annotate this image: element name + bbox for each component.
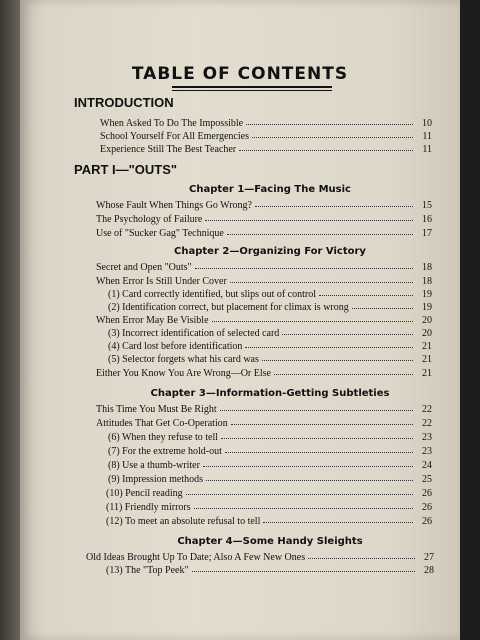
entry-label: Experience Still The Best Teacher: [100, 144, 237, 155]
entry-label: (3) Incorrect identification of selected card: [108, 328, 280, 339]
page-number: 18: [422, 262, 432, 273]
toc-entry[interactable]: [96, 214, 432, 226]
page-number: 24: [422, 460, 432, 471]
chapter4-title: Chapter 4—Some Handy Sleights: [177, 536, 363, 547]
entry-label: (10) Pencil reading: [106, 488, 183, 499]
page-number: 27: [424, 552, 434, 563]
leader-dots: [195, 268, 413, 269]
leader-dots: [186, 494, 413, 495]
page-number: 20: [422, 315, 432, 326]
toc-entry[interactable]: [100, 131, 432, 143]
entry-label: Whose Fault When Things Go Wrong?: [96, 200, 252, 211]
leader-dots: [205, 220, 413, 221]
page-number: 20: [422, 328, 432, 339]
page-number: 16: [422, 214, 432, 225]
entry-label: (4) Card lost before identification: [108, 341, 243, 352]
toc-entry[interactable]: [108, 341, 432, 353]
leader-dots: [192, 571, 415, 572]
leader-dots: [262, 360, 413, 361]
leader-dots: [212, 321, 413, 322]
toc-entry[interactable]: [108, 474, 432, 486]
background-edge: [460, 0, 480, 640]
leader-dots: [252, 137, 413, 138]
leader-dots: [227, 234, 413, 235]
entry-label: (9) Impression methods: [108, 474, 203, 485]
leader-dots: [231, 424, 413, 425]
toc-entry[interactable]: [100, 118, 432, 130]
leader-dots: [255, 206, 413, 207]
toc-entry[interactable]: [96, 228, 432, 240]
toc-entry[interactable]: [96, 404, 432, 416]
entry-label: School Yourself For All Emergencies: [100, 131, 249, 142]
leader-dots: [206, 480, 413, 481]
title-underline: [172, 86, 332, 88]
entry-label: (7) For the extreme hold-out: [108, 446, 222, 457]
entry-label: (11) Friendly mirrors: [106, 502, 191, 513]
page-number: 11: [422, 131, 432, 142]
binding-edge: [0, 0, 20, 640]
leader-dots: [220, 410, 413, 411]
toc-entry[interactable]: [96, 418, 432, 430]
toc-entry[interactable]: [106, 565, 434, 577]
leader-dots: [246, 124, 413, 125]
leader-dots: [319, 295, 413, 296]
page-number: 18: [422, 276, 432, 287]
entry-label: When Asked To Do The Impossible: [100, 118, 244, 129]
toc-entry[interactable]: [108, 432, 432, 444]
leader-dots: [194, 508, 413, 509]
entry-label: When Error May Be Visible: [96, 315, 209, 326]
chapter2-title: Chapter 2—Organizing For Victory: [174, 246, 366, 257]
entry-label: This Time You Must Be Right: [96, 404, 217, 415]
page-number: 15: [422, 200, 432, 211]
toc-entry[interactable]: [108, 446, 432, 458]
toc-entry[interactable]: [96, 200, 432, 212]
page-number: 21: [422, 341, 432, 352]
page-number: 23: [422, 432, 432, 443]
page-number: 26: [422, 488, 432, 499]
entry-label: (12) To meet an absolute refusal to tell: [106, 516, 261, 527]
entry-label: The Psychology of Failure: [96, 214, 203, 225]
entry-label: Use of "Sucker Gag" Technique: [96, 228, 224, 239]
toc-entry[interactable]: [108, 289, 432, 301]
toc-entry[interactable]: [86, 552, 434, 564]
toc-entry[interactable]: [106, 516, 432, 528]
toc-entry[interactable]: [106, 488, 432, 500]
page-number: 17: [422, 228, 432, 239]
leader-dots: [274, 374, 413, 375]
page-number: 11: [422, 144, 432, 155]
part1-heading: PART I—"OUTS": [74, 162, 178, 177]
toc-entry[interactable]: [96, 368, 432, 380]
entry-label: (6) When they refuse to tell: [108, 432, 219, 443]
page-number: 10: [422, 118, 432, 129]
chapter3-title: Chapter 3—Information-Getting Subtleties: [150, 388, 390, 399]
leader-dots: [230, 282, 413, 283]
entry-label: Secret and Open "Outs": [96, 262, 192, 273]
entry-label: (1) Card correctly identified, but slips out of control: [108, 289, 317, 300]
entry-label: When Error Is Still Under Cover: [96, 276, 227, 287]
toc-entry[interactable]: [108, 302, 432, 314]
page-number: 26: [422, 502, 432, 513]
entry-label: (13) The "Top Peek": [106, 565, 189, 576]
leader-dots: [245, 347, 413, 348]
book-page: [20, 0, 460, 640]
leader-dots: [225, 452, 413, 453]
page-number: 28: [424, 565, 434, 576]
leader-dots: [203, 466, 413, 467]
page-number: 19: [422, 289, 432, 300]
leader-dots: [352, 308, 413, 309]
introduction-heading: INTRODUCTION: [74, 95, 174, 110]
leader-dots: [308, 558, 415, 559]
page-number: 25: [422, 474, 432, 485]
entry-label: (8) Use a thumb-writer: [108, 460, 200, 471]
toc-entry[interactable]: [108, 354, 432, 366]
title-underline-2: [172, 90, 332, 91]
leader-dots: [263, 522, 413, 523]
toc-entry[interactable]: [96, 276, 432, 288]
chapter1-title: Chapter 1—Facing The Music: [189, 184, 351, 195]
entry-label: Either You Know You Are Wrong—Or Else: [96, 368, 271, 379]
leader-dots: [282, 334, 413, 335]
toc-entry[interactable]: [108, 328, 432, 340]
toc-entry[interactable]: [96, 262, 432, 274]
page-number: 19: [422, 302, 432, 313]
entry-label: Attitudes That Get Co-Operation: [96, 418, 228, 429]
page-title: TABLE OF CONTENTS: [131, 64, 349, 84]
toc-entry[interactable]: [106, 502, 432, 514]
leader-dots: [239, 150, 413, 151]
toc-entry[interactable]: [96, 315, 432, 327]
toc-entry[interactable]: [108, 460, 432, 472]
entry-label: (5) Selector forgets what his card was: [108, 354, 259, 365]
entry-label: Old Ideas Brought Up To Date; Also A Few New Ones: [86, 552, 306, 563]
page-number: 22: [422, 418, 432, 429]
page-number: 21: [422, 368, 432, 379]
page-number: 23: [422, 446, 432, 457]
leader-dots: [221, 438, 413, 439]
entry-label: (2) Identification correct, but placement for climax is wrong: [108, 302, 349, 313]
page-number: 21: [422, 354, 432, 365]
page-number: 22: [422, 404, 432, 415]
toc-entry[interactable]: [100, 144, 432, 156]
page-number: 26: [422, 516, 432, 527]
